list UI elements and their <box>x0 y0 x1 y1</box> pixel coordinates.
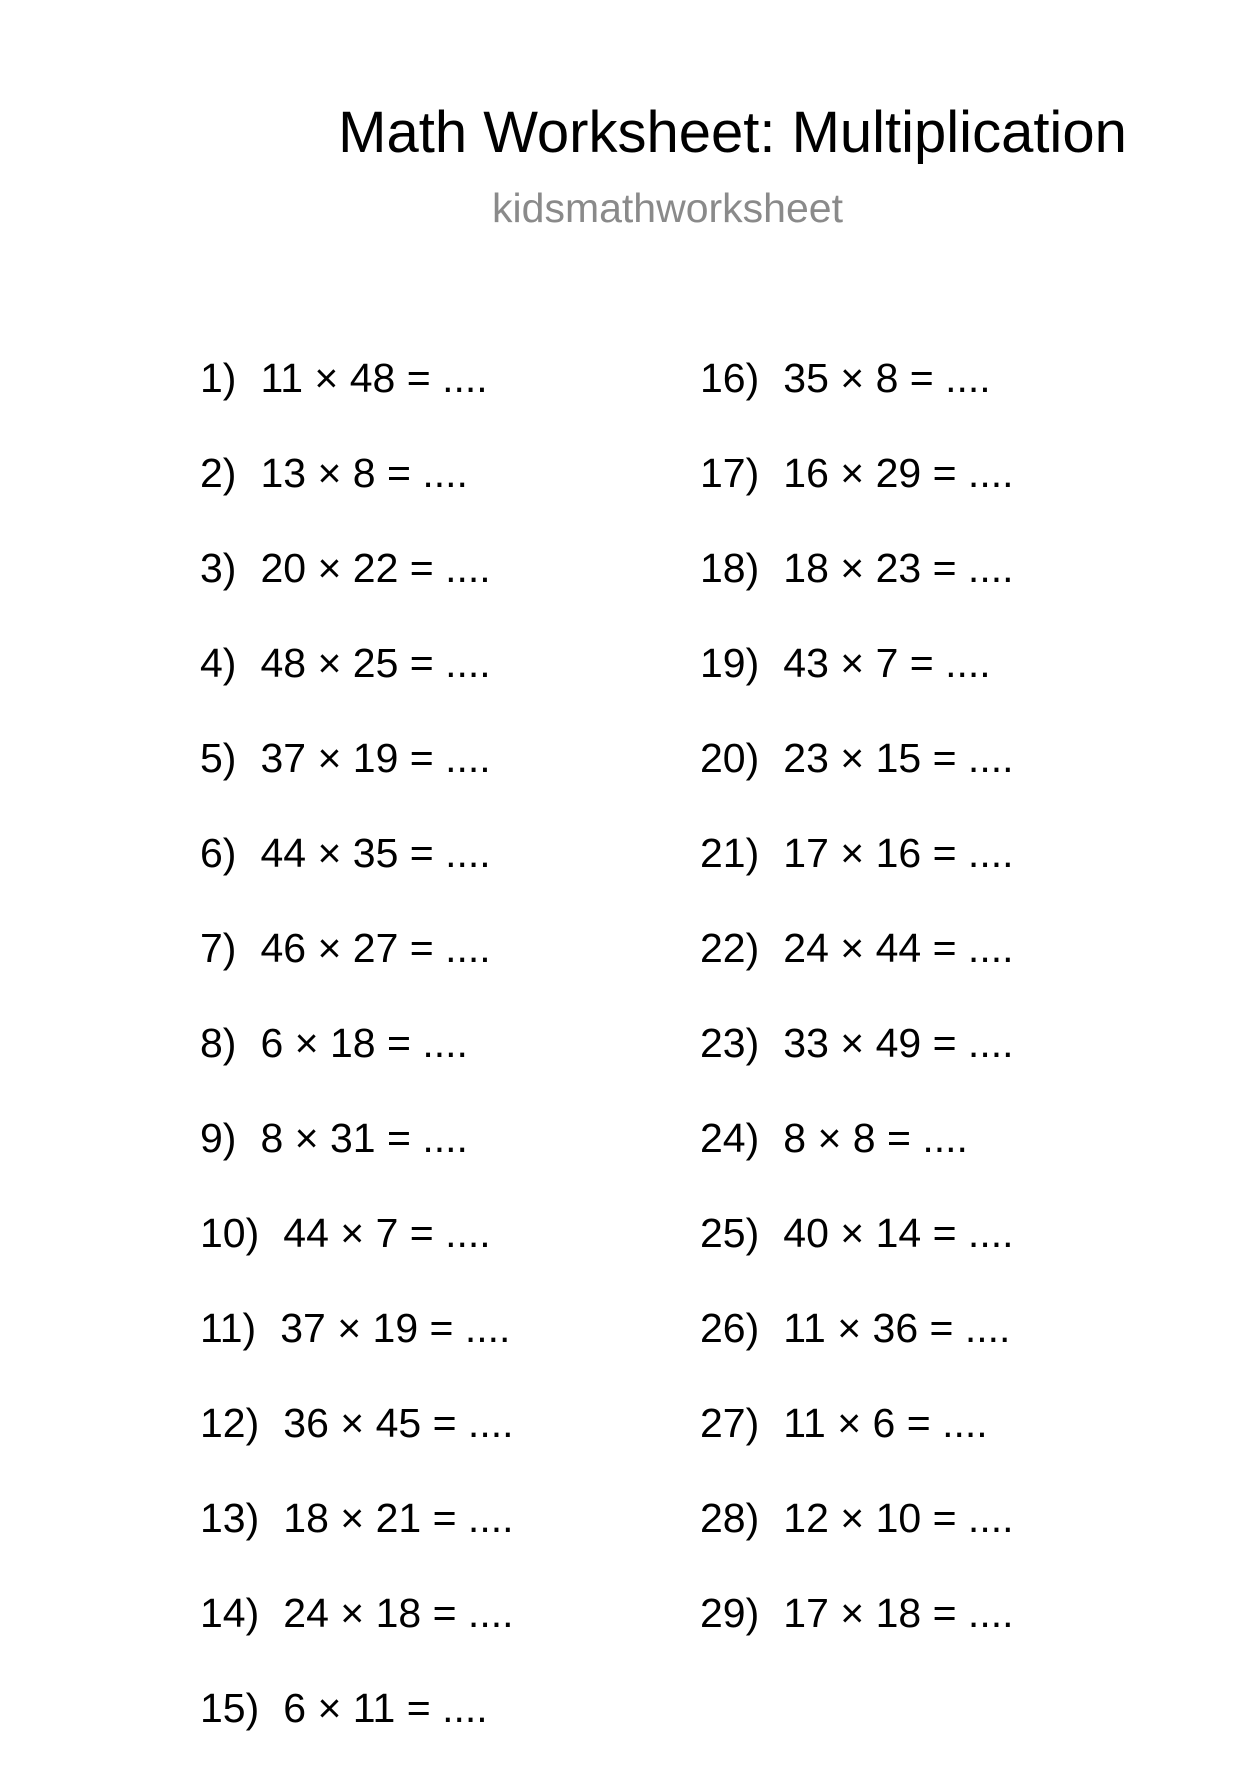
problem-number: 11) <box>200 1305 257 1351</box>
problem-number: 26) <box>700 1305 760 1351</box>
problems-column-right <box>700 353 1014 1683</box>
problem-number: 4) <box>200 640 237 686</box>
problem-number: 5) <box>200 735 237 781</box>
problem-expression: 36 × 45 = .... <box>283 1400 514 1446</box>
problem-expression: 44 × 35 = .... <box>260 830 491 876</box>
problem-item <box>700 1398 1014 1493</box>
problem-expression: 11 × 6 = .... <box>783 1400 988 1446</box>
problem-item <box>200 638 514 733</box>
problem-number: 28) <box>700 1495 760 1541</box>
problem-expression: 17 × 18 = .... <box>783 1590 1014 1636</box>
problem-number: 22) <box>700 925 760 971</box>
problem-expression: 33 × 49 = .... <box>783 1020 1014 1066</box>
problem-expression: 35 × 8 = .... <box>783 355 991 401</box>
problem-item <box>200 1493 514 1588</box>
problem-expression: 43 × 7 = .... <box>783 640 991 686</box>
problem-item <box>200 1018 514 1113</box>
problem-expression: 20 × 22 = .... <box>260 545 491 591</box>
problem-expression: 24 × 44 = .... <box>783 925 1014 971</box>
problem-item <box>200 828 514 923</box>
problem-number: 9) <box>200 1115 237 1161</box>
worksheet-subtitle: kidsmathworksheet <box>492 185 843 231</box>
problem-number: 14) <box>200 1590 260 1636</box>
problem-expression: 48 × 25 = .... <box>260 640 491 686</box>
problem-number: 19) <box>700 640 760 686</box>
problem-expression: 12 × 10 = .... <box>783 1495 1014 1541</box>
problem-expression: 11 × 48 = .... <box>260 355 488 401</box>
problem-item <box>200 1208 514 1303</box>
problem-number: 3) <box>200 545 237 591</box>
problem-expression: 23 × 15 = .... <box>783 735 1014 781</box>
problem-item <box>200 1113 514 1208</box>
problem-item <box>700 1018 1014 1113</box>
problem-item <box>700 923 1014 1018</box>
problem-item <box>200 923 514 1018</box>
problem-number: 15) <box>200 1685 260 1731</box>
problem-item <box>700 543 1014 638</box>
problem-item <box>200 1303 514 1398</box>
problem-number: 27) <box>700 1400 760 1446</box>
problem-item <box>700 1113 1014 1208</box>
problem-number: 12) <box>200 1400 260 1446</box>
problem-item <box>200 1398 514 1493</box>
problem-number: 10) <box>200 1210 260 1256</box>
problem-expression: 40 × 14 = .... <box>783 1210 1014 1256</box>
problem-item <box>700 828 1014 923</box>
problem-number: 17) <box>700 450 760 496</box>
problem-number: 2) <box>200 450 237 496</box>
problem-number: 25) <box>700 1210 760 1256</box>
problem-number: 8) <box>200 1020 237 1066</box>
problem-expression: 11 × 36 = .... <box>783 1305 1011 1351</box>
problem-expression: 37 × 19 = .... <box>260 735 491 781</box>
problem-item <box>200 543 514 638</box>
problem-number: 18) <box>700 545 760 591</box>
problem-number: 6) <box>200 830 237 876</box>
problem-number: 20) <box>700 735 760 781</box>
problem-number: 24) <box>700 1115 760 1161</box>
problem-number: 16) <box>700 355 760 401</box>
problems-column-left <box>200 353 514 1778</box>
problem-expression: 24 × 18 = .... <box>283 1590 514 1636</box>
problem-expression: 44 × 7 = .... <box>283 1210 491 1256</box>
problem-number: 23) <box>700 1020 760 1066</box>
problem-expression: 37 × 19 = .... <box>280 1305 511 1351</box>
problem-item <box>200 353 514 448</box>
problem-expression: 13 × 8 = .... <box>260 450 468 496</box>
problem-item <box>700 733 1014 828</box>
problem-item <box>700 638 1014 733</box>
problem-item <box>700 1208 1014 1303</box>
problem-item <box>200 1588 514 1683</box>
problem-number: 21) <box>700 830 760 876</box>
problem-expression: 8 × 8 = .... <box>783 1115 968 1161</box>
problem-number: 1) <box>200 355 237 401</box>
problem-item <box>200 1683 514 1778</box>
problem-number: 13) <box>200 1495 260 1541</box>
problem-number: 7) <box>200 925 237 971</box>
problem-item <box>200 733 514 828</box>
problem-expression: 18 × 21 = .... <box>283 1495 514 1541</box>
worksheet-title: Math Worksheet: Multiplication <box>338 100 1127 165</box>
problem-expression: 18 × 23 = .... <box>783 545 1014 591</box>
problem-expression: 6 × 11 = .... <box>283 1685 488 1731</box>
problem-expression: 16 × 29 = .... <box>783 450 1014 496</box>
problem-item <box>700 1588 1014 1683</box>
problem-expression: 46 × 27 = .... <box>260 925 491 971</box>
problem-expression: 6 × 18 = .... <box>260 1020 468 1066</box>
problem-item <box>700 1303 1014 1398</box>
problem-item <box>700 1493 1014 1588</box>
problem-expression: 17 × 16 = .... <box>783 830 1014 876</box>
problem-item <box>200 448 514 543</box>
problem-number: 29) <box>700 1590 760 1636</box>
problem-expression: 8 × 31 = .... <box>260 1115 468 1161</box>
problem-item <box>700 353 1014 448</box>
problem-item <box>700 448 1014 543</box>
